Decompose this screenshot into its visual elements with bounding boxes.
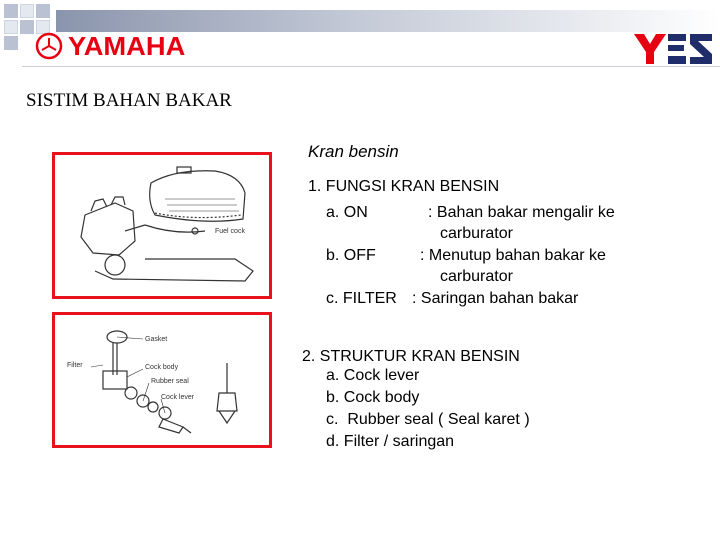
fuel-system-figure xyxy=(52,152,272,299)
fungsi-item-key: b. OFF xyxy=(326,247,376,264)
fungsi-heading: 1. FUNGSI KRAN BENSIN xyxy=(308,178,500,195)
header-square xyxy=(4,4,18,18)
cock-lever-label: Cock lever xyxy=(161,394,195,401)
fungsi-item-key: a. ON xyxy=(326,204,368,221)
header-square xyxy=(4,20,18,34)
tuning-fork-emblem-icon xyxy=(34,32,64,60)
fuel-cock-label: Fuel cock xyxy=(215,228,245,235)
rubber-seal-label: Rubber seal xyxy=(151,378,189,385)
fuel-cock-exploded-drawing xyxy=(55,315,269,445)
yes-logo xyxy=(632,30,714,66)
fungsi-item-desc: : Saringan bahan bakar xyxy=(412,290,579,307)
header-square xyxy=(4,36,18,50)
yamaha-logo xyxy=(34,30,186,61)
header-band xyxy=(56,10,720,32)
header-square xyxy=(36,4,50,18)
header-square xyxy=(20,4,34,18)
struktur-item: a. Cock lever xyxy=(326,367,420,384)
header-square xyxy=(20,20,34,34)
gasket-label: Gasket xyxy=(145,336,168,343)
struktur-item: b. Cock body xyxy=(326,389,420,406)
yamaha-logo-text: YAMAHA xyxy=(68,30,186,61)
header-divider xyxy=(22,66,720,67)
fuel-cock-parts-figure xyxy=(52,312,272,448)
filter-label: Filter xyxy=(67,362,83,369)
struktur-item: c. Rubber seal ( Seal karet ) xyxy=(326,411,530,428)
fungsi-item-desc: : Menutup bahan bakar ke xyxy=(420,247,606,264)
fungsi-item-desc: : Bahan bakar mengalir ke xyxy=(428,204,615,221)
fungsi-item-key: c. FILTER xyxy=(326,290,397,307)
struktur-heading: 2. STRUKTUR KRAN BENSIN xyxy=(302,348,520,365)
subtitle: Kran bensin xyxy=(308,142,399,161)
fungsi-item-desc: carburator xyxy=(440,268,513,285)
fungsi-item-desc: carburator xyxy=(440,225,513,242)
cock-body-label: Cock body xyxy=(145,364,179,371)
fuel-tank-engine-drawing xyxy=(55,155,269,296)
struktur-item: d. Filter / saringan xyxy=(326,433,455,450)
slide-title: SISTIM BAHAN BAKAR xyxy=(26,90,232,111)
